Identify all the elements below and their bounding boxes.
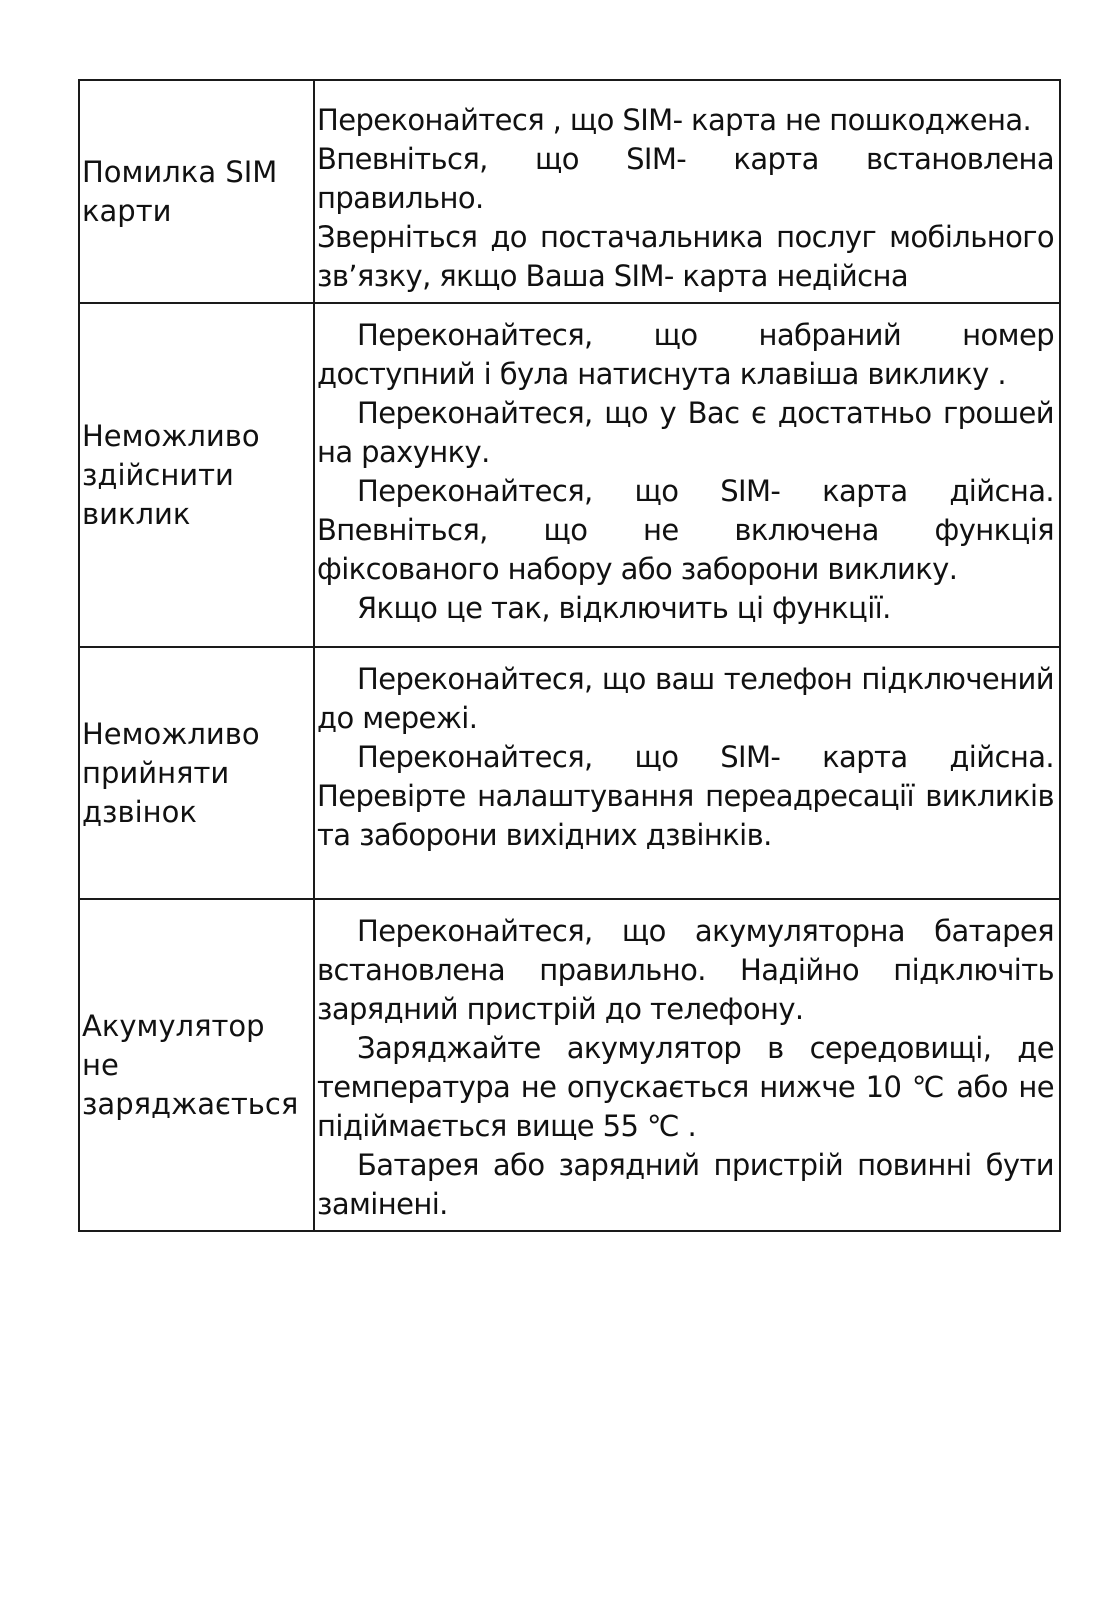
solution-cell bbox=[314, 899, 1060, 1231]
solution-paragraph: Переконайтеся, що ваш телефон підключений до мережі. bbox=[317, 662, 1054, 735]
problem-cell: Неможливо здійснити виклик bbox=[79, 303, 314, 647]
solution-paragraph: Переконайтеся, що у Вас є достатньо грошей на рахунку. bbox=[317, 396, 1054, 469]
problem-cell: Помилка SIM карти bbox=[79, 80, 314, 303]
table-row bbox=[79, 303, 1060, 647]
solution-paragraph: Переконайтеся, що набраний номер доступний і була натиснута клавіша виклику . bbox=[317, 318, 1054, 391]
solution-cell bbox=[314, 647, 1060, 899]
table-row bbox=[79, 899, 1060, 1231]
table-row bbox=[79, 80, 1060, 303]
solution-cell bbox=[314, 303, 1060, 647]
table-row bbox=[79, 647, 1060, 899]
problem-cell: Акумулятор не заряджається bbox=[79, 899, 314, 1231]
solution-paragraph: Впевніться, що SIM- карта встановлена правильно. bbox=[317, 142, 1054, 215]
solution-paragraph: Зверніться до постачальника послуг мобільного зв’язку, якщо Ваша SIM- карта недійсна bbox=[317, 220, 1054, 293]
solution-cell bbox=[314, 80, 1060, 303]
solution-paragraph: Переконайтеся, що SIM- карта дійсна. Впевніться, що не включена функція фіксованого набору або заборони виклику. bbox=[317, 474, 1054, 586]
solution-paragraph: Переконайтеся, що акумуляторна батарея встановлена правильно. Надійно підключіть зарядний пристрій до телефону. bbox=[317, 914, 1054, 1026]
solution-paragraph: Переконайтеся , що SIM- карта не пошкоджена. bbox=[317, 103, 1032, 137]
solution-paragraph: Батарея або зарядний пристрій повинні бути замінені. bbox=[317, 1148, 1054, 1221]
solution-paragraph: Заряджайте акумулятор в середовищі, де температура не опускається нижче 10 ℃ або не підіймається вище 55 ℃ . bbox=[317, 1031, 1054, 1143]
problem-cell: Неможливо прийняти дзвінок bbox=[79, 647, 314, 899]
solution-paragraph: Якщо це так, відключить ці функції. bbox=[357, 591, 891, 625]
solution-paragraph: Переконайтеся, що SIM- карта дійсна. Перевірте налаштування переадресації викликів та заборони вихідних дзвінків. bbox=[317, 740, 1054, 852]
troubleshooting-table bbox=[78, 79, 1061, 1232]
